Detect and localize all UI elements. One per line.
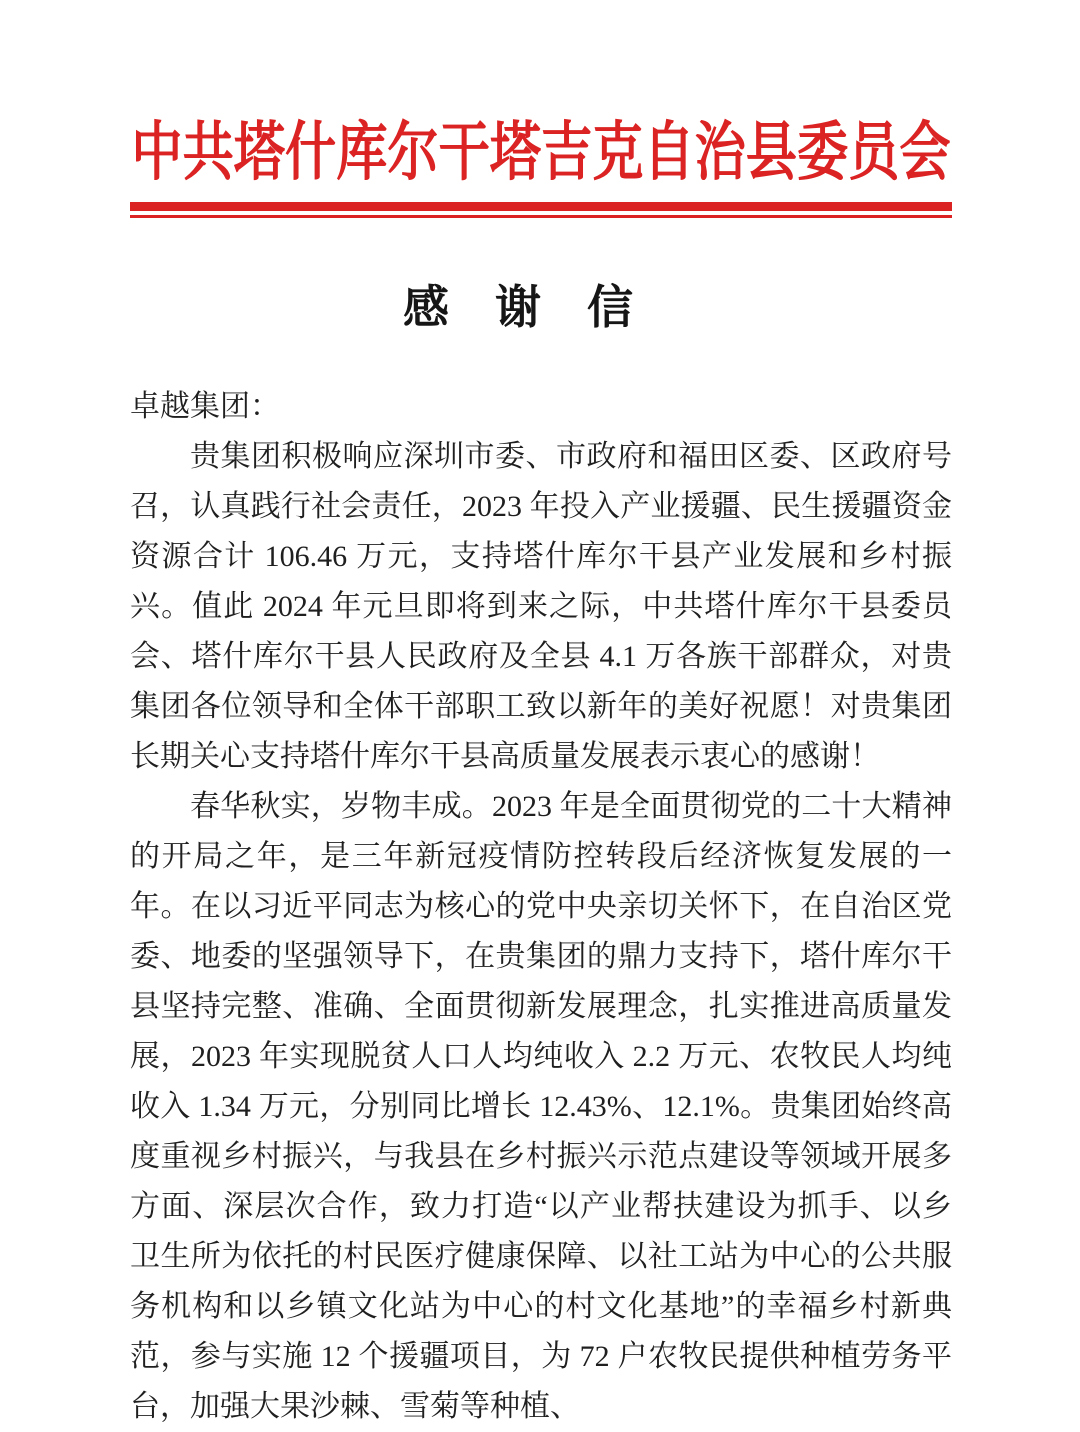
body-paragraph-2: 春华秋实，岁物丰成。2023 年是全面贯彻党的二十大精神的开局之年，是三年新冠疫情防控转段后经济恢复发展的一年。在以习近平同志为核心的党中央亲切关怀下，在自治区党委、地委的坚强领导下，在贵集团的鼎力支持下，塔什库尔干县坚持完整、准确、全面贯彻新发展理念，扎实推进高质量发展，2023 年实现脱贫人口人均纯收入 2.2 万元、农牧民人均纯收入 1.34 万元，分别同比增长 12.43%、12.1%。贵集团始终高度重视乡村振兴，与我县在乡村振兴示范点建设等领域开展多方面、深层次合作，致力打造“以产业帮扶建设为抓手、以乡卫生所为依托的村民医疗健康保障、以社工站为中心的公共服务机构和以乡镇文化站为中心的村文化基地”的幸福乡村新典范，参与实施 12 个援疆项目，为 72 户农牧民提供种植劳务平台，加强大果沙棘、雪菊等种植、 [130, 790, 952, 1423]
document-title: 感谢信 [403, 282, 679, 333]
rule-thick [130, 202, 952, 211]
salutation: 卓越集团： [130, 390, 280, 423]
double-rule [130, 202, 952, 218]
letterhead-row [130, 118, 952, 188]
body-paragraph-1: 贵集团积极响应深圳市委、市政府和福田区委、区政府号召，认真践行社会责任，2023 年投入产业援疆、民生援疆资金资源合计 106.46 万元，支持塔什库尔干县产业发展和乡村振兴。值此 2024 年元旦即将到来之际，中共塔什库尔干县委员会、塔什库尔干县人民政府及全县 4.1 万各族干部群众，对贵集团各位领导和全体干部职工致以新年的美好祝愿！对贵集团长期关心支持塔什库尔干县高质量发展表示衷心的感谢！ [130, 440, 952, 773]
letterhead [130, 118, 952, 218]
rule-thin [130, 215, 952, 218]
letter-body [130, 382, 952, 1432]
document-title-row [130, 282, 952, 334]
letterhead-title: 中共塔什库尔干塔吉克自治县委员会 [131, 117, 951, 188]
